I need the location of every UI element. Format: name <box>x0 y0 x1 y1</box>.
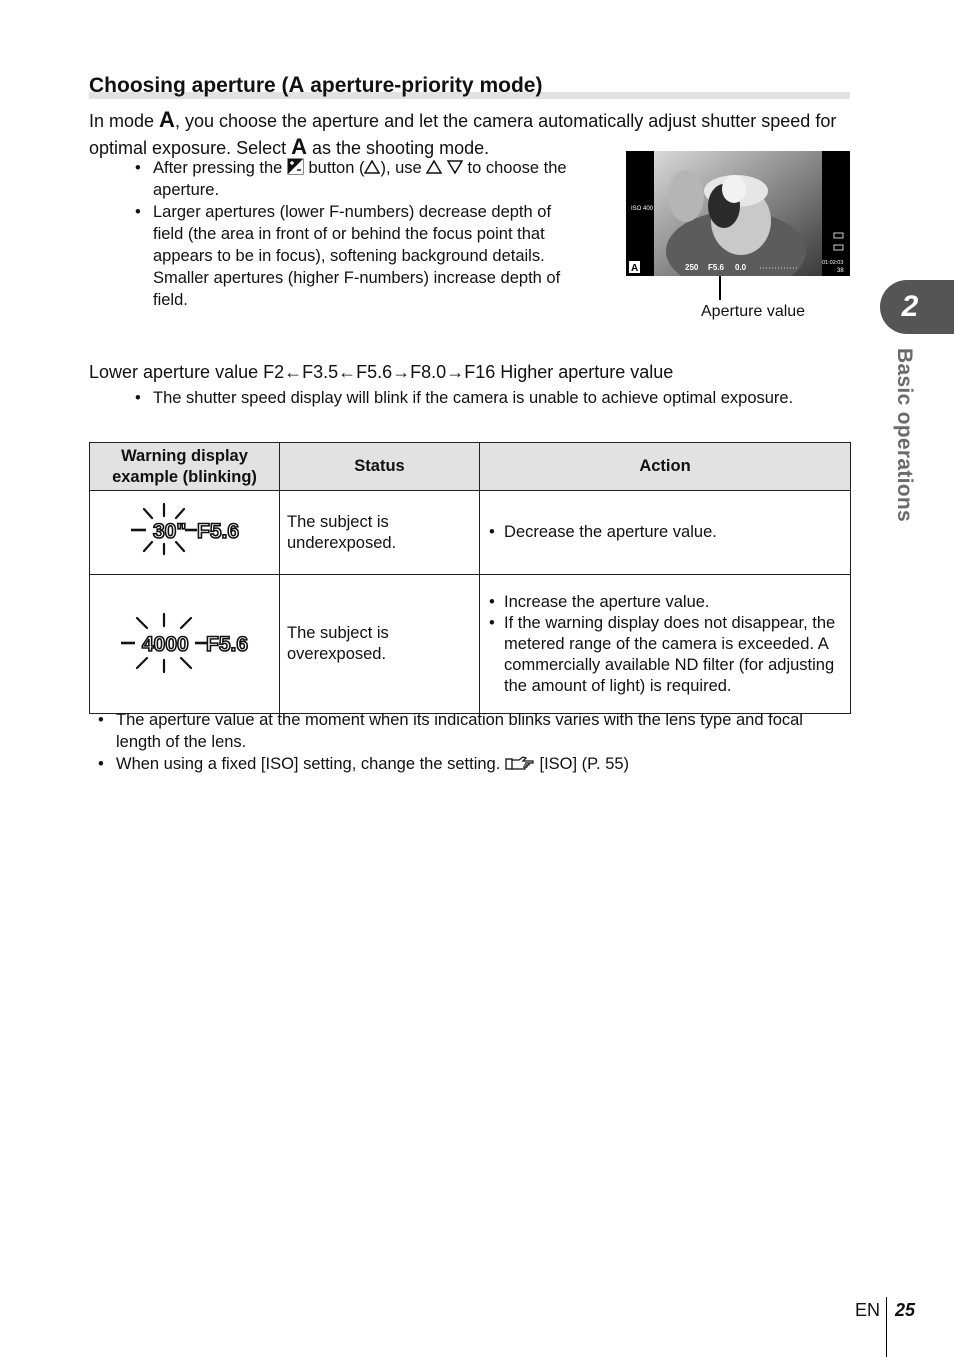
note-list <box>135 387 835 409</box>
time-readout: 01:02:03 <box>822 260 844 266</box>
left-arrow-icon: ← <box>338 362 357 382</box>
image-quality-icon <box>834 233 843 238</box>
warning-table <box>89 442 851 714</box>
callout-line <box>719 276 721 300</box>
stabilizer-icon <box>834 245 843 250</box>
right-arrow-icon: → <box>392 362 411 382</box>
blinking-warning-4000-icon <box>91 576 278 707</box>
list-item: • The aperture value at the moment when its indication blinks varies with the lens type and focal length of the lens. <box>98 709 850 753</box>
dog-head <box>722 175 746 203</box>
down-arrow-icon <box>447 160 463 174</box>
aperture-readout: F5.6 <box>708 263 725 272</box>
list-item: • Decrease the aperture value. <box>489 522 843 543</box>
footnote-list <box>98 709 850 775</box>
list-item: • After pressing the button ( ), use to choose the aperture. <box>135 157 575 201</box>
footer-divider <box>886 1297 887 1357</box>
status-cell: The subject is underexposed. <box>280 491 480 575</box>
left-arrow-icon: ← <box>284 362 303 382</box>
shots-remaining: 38 <box>837 268 844 274</box>
aperture-mode-icon: A <box>291 134 307 159</box>
iso-readout: ISO 400 <box>631 206 654 212</box>
table-row <box>90 575 851 714</box>
up-arrow-icon <box>364 160 380 174</box>
warning-display-example <box>90 575 280 714</box>
aperture-scale: Lower aperture value F2←F3.5←F5.6→F8.0→F16 Higher aperture value <box>89 362 674 382</box>
child-hand <box>668 170 704 222</box>
svg-text:F5.6: F5.6 <box>197 520 240 543</box>
intro-paragraph: In mode A, you choose the aperture and let the camera automatically adjust shutter speed for optimal exposure. Select A as the shooting mode. <box>89 107 837 159</box>
language-code: EN <box>855 1300 881 1320</box>
list-item: • If the warning display does not disappear, the metered range of the camera is exceeded. A commercially available ND filter (for adjusting the amount of light) is required. <box>489 613 843 697</box>
list-item: • Increase the aperture value. <box>489 592 843 613</box>
up-arrow-icon <box>426 160 442 174</box>
instruction-list <box>135 157 575 311</box>
chapter-number: 2 <box>901 290 919 323</box>
header-warning-display: Warning display example (blinking) <box>90 443 280 491</box>
table-row <box>90 491 851 575</box>
exposure-comp-readout: 0.0 <box>735 263 747 272</box>
table-header-row <box>90 443 851 491</box>
status-cell: The subject is overexposed. <box>280 575 480 714</box>
header-status: Status <box>280 443 480 491</box>
reference-hand-icon <box>505 755 535 771</box>
aperture-mode-icon: A <box>159 107 175 132</box>
action-cell <box>480 575 851 714</box>
shutter-readout: 250 <box>685 263 699 272</box>
svg-text:F5.6: F5.6 <box>206 633 249 656</box>
header-action: Action <box>480 443 851 491</box>
svg-text:4000: 4000 <box>142 633 189 656</box>
action-cell <box>480 491 851 575</box>
list-item: • The shutter speed display will blink if the camera is unable to achieve optimal exposure. <box>135 387 835 409</box>
camera-screen <box>626 151 850 276</box>
aperture-value-label: Aperture value <box>701 303 806 320</box>
list-item: • Larger apertures (lower F-numbers) decrease depth of field (the area in front of or behind the focus point that appears to be in focus), softening background details. Smaller apertures (higher F-numbers) increase depth of field. <box>135 201 575 311</box>
blinking-warning-30-icon <box>91 492 278 568</box>
right-arrow-icon: → <box>446 362 465 382</box>
svg-text:30": 30" <box>153 520 187 543</box>
page-number: 25 <box>895 1300 916 1320</box>
camera-screen-illustration <box>626 151 850 276</box>
warning-display-example <box>90 491 280 575</box>
aperture-mode-icon: A <box>288 72 305 97</box>
list-item: • When using a fixed [ISO] setting, change the setting. [ISO] (P. 55) <box>98 753 850 775</box>
mode-indicator: A <box>631 263 639 274</box>
chapter-label: Basic operations <box>893 348 916 523</box>
exposure-comp-icon <box>287 158 304 175</box>
section-heading: Choosing aperture (A aperture-priority mode) <box>89 72 543 97</box>
